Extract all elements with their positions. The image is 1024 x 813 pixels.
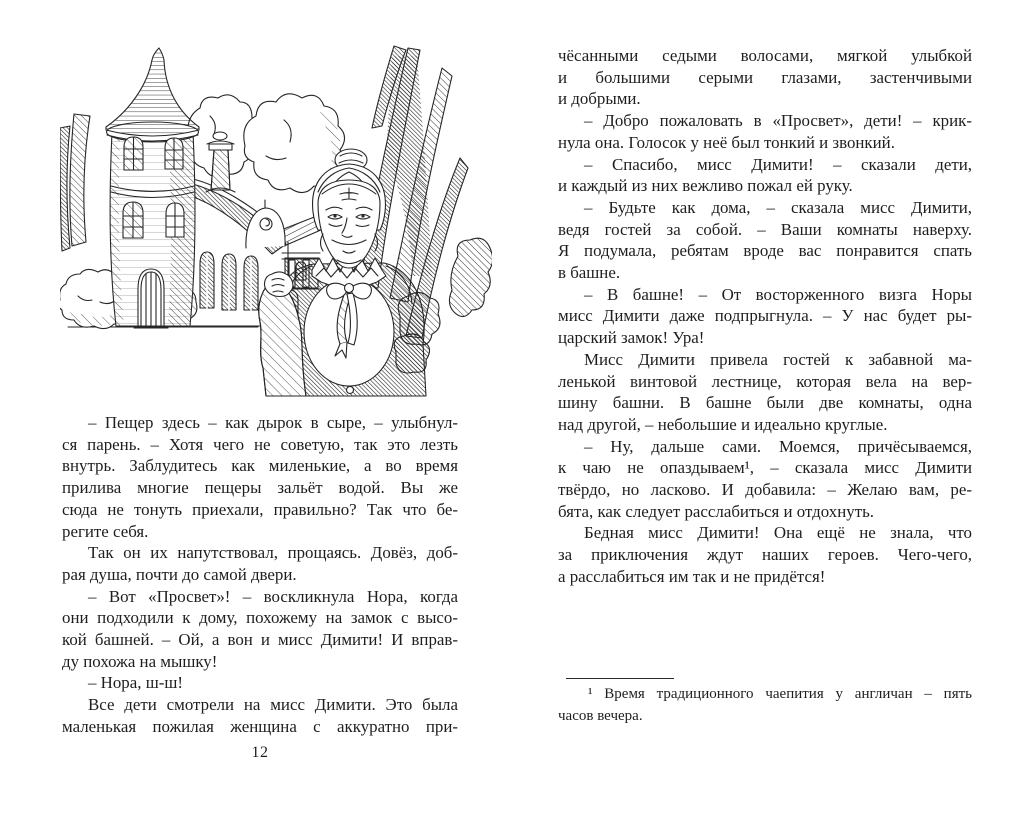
text-line: Я подумала, ребятам вроде вас понравится спать bbox=[558, 241, 972, 261]
text-line: ведя гостей за собой. – Ваши комнаты наверху. bbox=[558, 219, 972, 239]
text-line: – В башне! – От восторженного визга Норы bbox=[584, 284, 972, 304]
text-line: и каждый из них вежливо пожал ей руку. bbox=[558, 176, 853, 196]
text-line: в башне. bbox=[558, 263, 621, 283]
paragraph bbox=[62, 694, 458, 737]
text-line: они подходили к дому, похожему на замок с высо- bbox=[62, 608, 458, 628]
page-number: 12 bbox=[251, 744, 269, 761]
text-line: – Нора, ш-ш! bbox=[88, 673, 183, 693]
text-line: ся парень. – Хотя чего не советую, так это лезть bbox=[62, 434, 458, 454]
text-line: а расслабиться им так и не придётся! bbox=[558, 566, 826, 586]
text-line: сюда не тонуть приехали, правильно? Так что бе- bbox=[62, 499, 458, 519]
text-line: царский замок! Ура! bbox=[558, 328, 705, 348]
paragraph bbox=[558, 154, 972, 197]
text-line: регите себя. bbox=[62, 521, 149, 541]
paragraph bbox=[62, 412, 458, 542]
tower bbox=[106, 48, 199, 328]
text-line: часов вечера. bbox=[558, 708, 643, 724]
paragraph bbox=[558, 110, 972, 153]
paragraph bbox=[558, 683, 972, 727]
text-line: маленькая пожилая женщина с аккуратно при- bbox=[62, 716, 458, 736]
text-line: – Пещер здесь – как дырок в сыре, – улыбнул- bbox=[88, 413, 458, 432]
paragraph bbox=[558, 197, 972, 284]
text-line: шину башни. В башне были две комнаты, одна bbox=[558, 393, 972, 413]
text-line: – Добро пожаловать в «Просвет», дети! – крик- bbox=[584, 111, 972, 131]
illustration-house-and-miss-dimity bbox=[60, 36, 492, 404]
text-line: и добрыми. bbox=[558, 89, 641, 109]
text-line: внутрь. Заблудитесь как миленькие, а во время bbox=[62, 456, 458, 476]
text-line: твёрдо, но ласково. И добавила: – Желаю вам, ре- bbox=[558, 480, 972, 500]
footnote-divider bbox=[566, 678, 674, 679]
text-line: ду похожа на мышку! bbox=[62, 651, 218, 671]
text-line: нула она. Голосок у неё был тонкий и звонкий. bbox=[558, 132, 895, 152]
text-line: – Будьте как дома, – сказала мисс Димити, bbox=[584, 197, 972, 217]
text-line: прилива многие пещеры зальёт водой. Вы же bbox=[62, 478, 458, 498]
paragraph bbox=[558, 436, 972, 523]
text-line: – Спасибо, мисс Димити! – сказали дети, bbox=[584, 154, 972, 174]
paragraph bbox=[62, 586, 458, 673]
text-line: Мисс Димити привела гостей к забавной ма- bbox=[584, 349, 972, 369]
text-line: бята, как следует расслабиться и отдохнуть. bbox=[558, 501, 875, 521]
footnote bbox=[558, 683, 972, 727]
text-line: кой башней. – Ой, а вон и мисс Димити! И вправ- bbox=[62, 630, 458, 650]
paragraph bbox=[558, 349, 972, 436]
text-line: ¹ Время традиционного чаепития у англичан – пять bbox=[588, 686, 972, 702]
text-line: чёсанными седыми волосами, мягкой улыбкой bbox=[558, 46, 972, 65]
right-page-text bbox=[558, 45, 972, 588]
text-line: над другой, – небольшие и идеально круглые. bbox=[558, 414, 888, 434]
text-line: мисс Димити даже подпрыгнула. – У нас будет ры- bbox=[558, 306, 972, 326]
text-line: рая душа, почти до самой двери. bbox=[62, 564, 297, 584]
text-line: Бедная мисс Димити! Она ещё не знала, что bbox=[584, 523, 972, 543]
text-line: – Ну, дальше сами. Моемся, причёсываемся, bbox=[584, 436, 972, 456]
text-line: к чаю не опаздываем¹, – сказала мисс Димити bbox=[558, 458, 972, 478]
paragraph bbox=[62, 672, 458, 694]
paragraph bbox=[558, 45, 972, 110]
paragraph bbox=[558, 284, 972, 349]
text-line: за приключения ждут наших героев. Чего-чего, bbox=[558, 545, 972, 565]
paragraph bbox=[62, 542, 458, 585]
text-line: Все дети смотрели на мисс Димити. Это была bbox=[88, 695, 458, 715]
text-line: Так он их напутствовал, прощаясь. Довёз, доб- bbox=[88, 543, 458, 563]
left-page-text bbox=[62, 412, 458, 738]
text-line: ленькой винтовой лестнице, которая вела на вер- bbox=[558, 371, 972, 391]
text-line: – Вот «Просвет»! – воскликнула Нора, когда bbox=[88, 586, 458, 606]
text-line: и большими серыми глазами, застенчивыми bbox=[558, 67, 972, 87]
paragraph bbox=[558, 522, 972, 587]
